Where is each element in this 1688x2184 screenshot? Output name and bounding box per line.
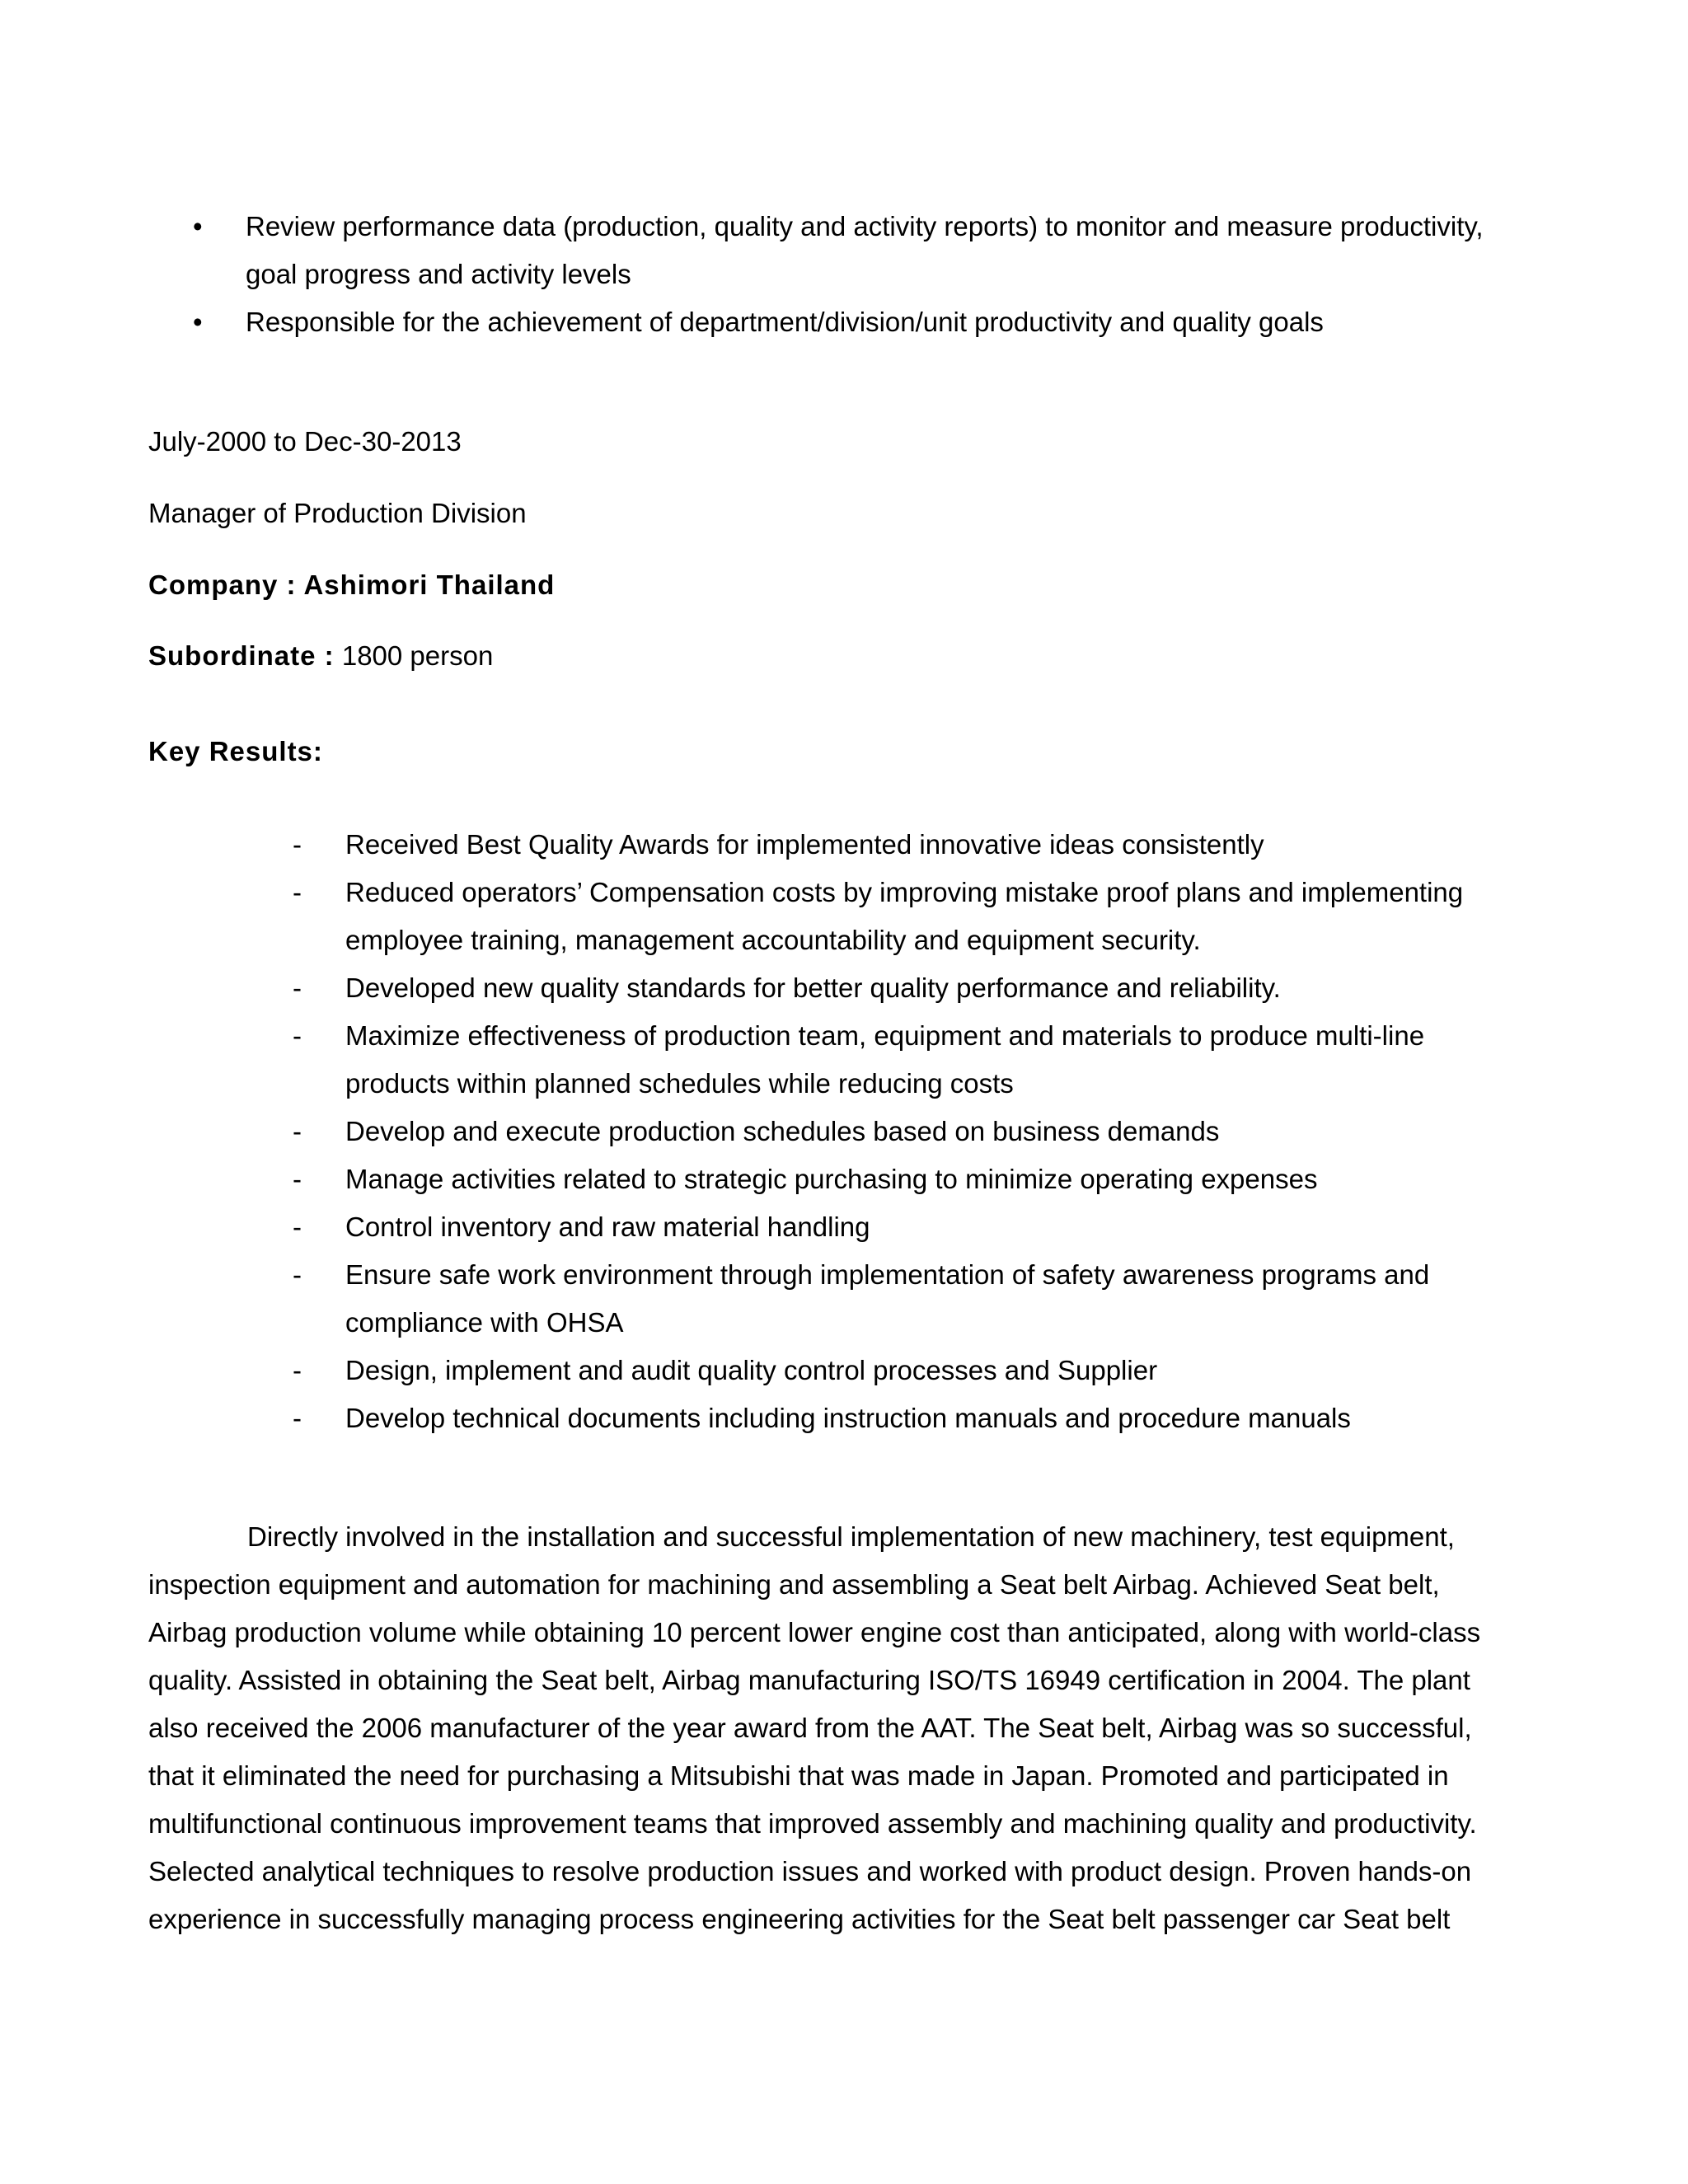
key-result-line: Maximize effectiveness of production team, equipment and materials to produce multi-line	[345, 1020, 1425, 1051]
key-result-line: Develop and execute production schedules based on business demands	[345, 1116, 1220, 1146]
company-line: Company : Ashimori Thailand	[148, 569, 556, 600]
bullet-line: goal progress and activity levels	[246, 259, 631, 289]
dash-marker: -	[293, 1355, 302, 1385]
paragraph-line: Airbag production volume while obtaining 10 percent lower engine cost than anticipated, along with world-class	[148, 1617, 1481, 1647]
dash-marker: -	[293, 1403, 302, 1433]
job-title: Manager of Production Division	[148, 498, 527, 528]
subordinate-line	[148, 632, 493, 680]
key-result-line: Develop technical documents including instruction manuals and procedure manuals	[345, 1403, 1351, 1433]
key-result-line: employee training, management accountability and equipment security.	[345, 925, 1201, 955]
subordinate-value: 1800 person	[341, 640, 494, 671]
bullet-line: Review performance data (production, quality and activity reports) to monitor and measure productivity,	[246, 211, 1484, 241]
bullet-marker: •	[193, 307, 203, 337]
job-dates: July-2000 to Dec-30-2013	[148, 426, 462, 457]
paragraph-line: Directly involved in the installation and successful implementation of new machinery, test equipment,	[247, 1521, 1455, 1552]
dash-marker: -	[293, 1020, 302, 1051]
dash-marker: -	[293, 1164, 302, 1194]
dash-marker: -	[293, 1259, 302, 1290]
key-result-line: Developed new quality standards for better quality performance and reliability.	[345, 972, 1281, 1003]
key-result-line: Received Best Quality Awards for implemented innovative ideas consistently	[345, 829, 1264, 860]
key-result-line: Control inventory and raw material handling	[345, 1212, 870, 1242]
dash-marker: -	[293, 829, 302, 860]
key-result-line: Design, implement and audit quality control processes and Supplier	[345, 1355, 1158, 1385]
paragraph-line: quality. Assisted in obtaining the Seat belt, Airbag manufacturing ISO/TS 16949 certification in 2004. The plant	[148, 1665, 1470, 1695]
key-result-line: Reduced operators’ Compensation costs by improving mistake proof plans and implementing	[345, 877, 1464, 907]
summary-paragraph	[148, 1513, 1500, 1943]
paragraph-line: multifunctional continuous improvement teams that improved assembly and machining quality and productivity.	[148, 1808, 1477, 1839]
key-result-line: Ensure safe work environment through implementation of safety awareness programs and	[345, 1259, 1430, 1290]
bullet-marker: •	[193, 211, 203, 241]
key-result-line: compliance with OHSA	[345, 1307, 624, 1338]
key-result-line: products within planned schedules while reducing costs	[345, 1068, 1014, 1099]
key-result-line: Manage activities related to strategic purchasing to minimize operating expenses	[345, 1164, 1318, 1194]
dash-marker: -	[293, 877, 302, 907]
dash-marker: -	[293, 972, 302, 1003]
paragraph-line: experience in successfully managing process engineering activities for the Seat belt passenger car Seat belt	[148, 1904, 1451, 1934]
key-results-heading: Key Results:	[148, 736, 323, 766]
dash-marker: -	[293, 1212, 302, 1242]
paragraph-line: Selected analytical techniques to resolve production issues and worked with product design. Proven hands-on	[148, 1856, 1472, 1886]
subordinate-label: Subordinate :	[148, 640, 335, 671]
bullet-line: Responsible for the achievement of department/division/unit productivity and quality goals	[246, 307, 1324, 337]
paragraph-line: inspection equipment and automation for machining and assembling a Seat belt Airbag. Achieved Seat belt,	[148, 1569, 1440, 1600]
paragraph-line: that it eliminated the need for purchasing a Mitsubishi that was made in Japan. Promoted and participated in	[148, 1760, 1449, 1791]
paragraph-line: also received the 2006 manufacturer of the year award from the AAT. The Seat belt, Airbag was so successful,	[148, 1713, 1472, 1743]
dash-marker: -	[293, 1116, 302, 1146]
